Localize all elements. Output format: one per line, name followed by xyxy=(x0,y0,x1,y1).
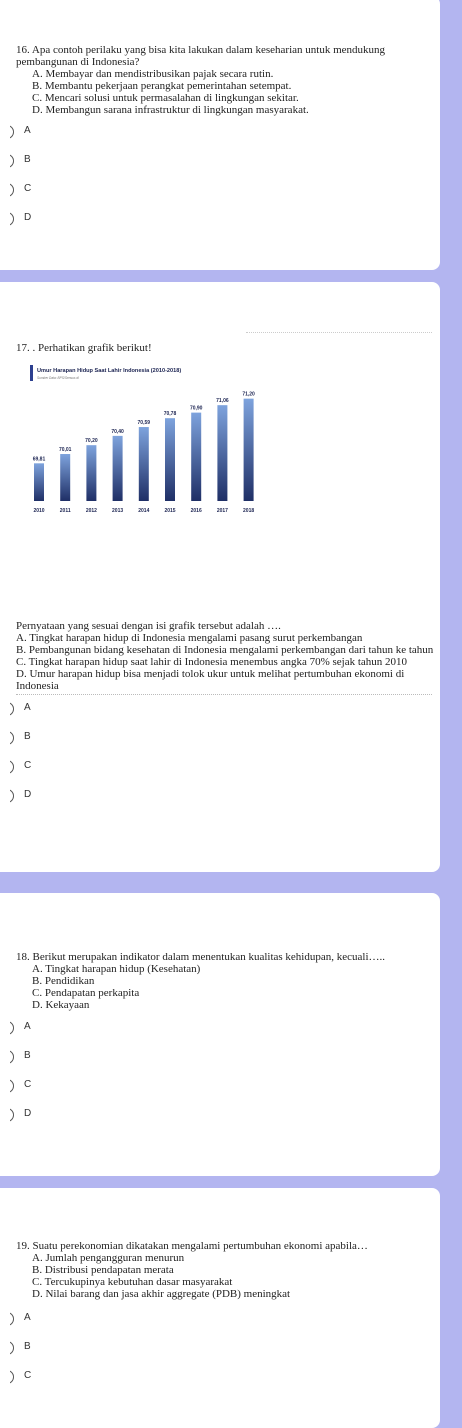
answer-choice-b[interactable] xyxy=(16,1047,440,1076)
x-tick-label: 2017 xyxy=(216,508,228,514)
question-card-18 xyxy=(0,893,440,1176)
title-accent-bar xyxy=(30,365,33,381)
answer-choice-a[interactable] xyxy=(16,699,440,728)
option-d: D. Nilai barang dan jasa akhir aggregate (PDB) meningkat xyxy=(32,1288,291,1300)
bar xyxy=(86,445,96,501)
x-tick-label: 2011 xyxy=(59,508,71,514)
option-a: A. Tingkat harapan hidup di Indonesia mengalami pasang surut perkembangan xyxy=(16,632,363,644)
radio-icon[interactable] xyxy=(0,154,14,168)
x-tick-label: 2012 xyxy=(85,508,97,514)
radio-icon[interactable] xyxy=(0,1021,14,1035)
chart-title: Umur Harapan Hidup Saat Lahir Indonesia (2010-2018) xyxy=(37,368,182,374)
answer-label: C xyxy=(24,1370,32,1381)
value-label: 70,40 xyxy=(111,428,124,435)
answer-label: B xyxy=(24,731,31,742)
option-d: D. Membangun sarana infrastruktur di lingkungan masyarakat. xyxy=(32,104,309,116)
value-label: 71,06 xyxy=(216,398,229,405)
x-tick-label: 2018 xyxy=(243,508,255,514)
bar-chart xyxy=(16,362,276,522)
option-c: C. Tercukupinya kebutuhan dasar masyarakat xyxy=(32,1276,233,1288)
radio-icon[interactable] xyxy=(0,731,14,745)
bar xyxy=(191,413,201,501)
answer-choice-a[interactable] xyxy=(16,1309,440,1338)
answer-choice-a[interactable] xyxy=(16,1018,440,1047)
answer-label: C xyxy=(24,1079,32,1090)
x-tick-label: 2015 xyxy=(164,508,176,514)
answer-choice-b[interactable] xyxy=(16,1338,440,1367)
answer-choice-d[interactable] xyxy=(16,1105,440,1134)
question-statement: Pernyataan yang sesuai dengan isi grafik tersebut adalah …. xyxy=(16,620,281,632)
answer-choice-c[interactable] xyxy=(16,1367,440,1396)
question-card-16 xyxy=(0,0,440,270)
bar xyxy=(244,399,254,501)
radio-icon[interactable] xyxy=(0,1312,14,1326)
value-label: 70,01 xyxy=(58,447,72,454)
answer-choice-d[interactable] xyxy=(16,786,440,815)
answer-label: A xyxy=(24,125,31,136)
answer-label: B xyxy=(24,154,31,165)
answer-choice-b[interactable] xyxy=(16,151,440,180)
option-list xyxy=(32,963,440,1011)
answer-label: C xyxy=(24,760,32,771)
question-text: 16. Apa contoh perilaku yang bisa kita lakukan dalam keseharian untuk mendukung pembangunan di Indonesia? xyxy=(16,44,386,68)
x-tick-label: 2010 xyxy=(33,508,45,514)
bar xyxy=(113,436,123,501)
option-d: D. Umur harapan hidup bisa menjadi tolok ukur untuk melihat pertumbuhan ekonomi di Indonesia xyxy=(16,668,405,692)
bar xyxy=(139,427,149,501)
answer-choice-c[interactable] xyxy=(16,757,440,786)
answer-label: D xyxy=(24,1108,32,1119)
bar xyxy=(217,405,227,501)
option-a: A. Membayar dan mendistribusikan pajak secara rutin. xyxy=(32,68,274,80)
answer-choice-c[interactable] xyxy=(16,1076,440,1105)
answer-choice-d[interactable] xyxy=(16,209,440,238)
value-label: 71,20 xyxy=(242,391,255,398)
answer-label: A xyxy=(24,1312,31,1323)
option-c: C. Mencari solusi untuk permasalahan di lingkungan sekitar. xyxy=(32,92,299,104)
answer-label: B xyxy=(24,1050,31,1061)
divider xyxy=(246,332,432,333)
question-card-19 xyxy=(0,1188,440,1428)
chart-subtitle: Sumber Data: BPS/Sensus di xyxy=(37,376,79,380)
radio-icon[interactable] xyxy=(0,1370,14,1384)
radio-icon[interactable] xyxy=(0,1050,14,1064)
bar xyxy=(34,463,44,501)
option-b: B. Distribusi pendapatan merata xyxy=(32,1264,174,1276)
answer-label: B xyxy=(24,1341,31,1352)
x-tick-label: 2016 xyxy=(190,508,202,514)
radio-icon[interactable] xyxy=(0,789,14,803)
option-list xyxy=(16,632,440,692)
value-label: 70,59 xyxy=(137,420,151,427)
divider xyxy=(16,694,432,695)
radio-icon[interactable] xyxy=(0,125,14,139)
x-tick-label: 2014 xyxy=(138,508,150,514)
answer-label: A xyxy=(24,702,31,713)
answer-choice-a[interactable] xyxy=(16,122,440,151)
answer-label: C xyxy=(24,183,32,194)
answer-choice-b[interactable] xyxy=(16,728,440,757)
x-tick-label: 2013 xyxy=(112,508,124,514)
answer-choice-c[interactable] xyxy=(16,180,440,209)
value-label: 70,78 xyxy=(163,411,177,418)
question-text: 19. Suatu perekonomian dikatakan mengalami pertumbuhan ekonomi apabila… xyxy=(16,1240,368,1252)
radio-icon[interactable] xyxy=(0,212,14,226)
option-a: A. Tingkat harapan hidup (Kesehatan) xyxy=(32,963,201,975)
question-card-17 xyxy=(0,282,440,872)
radio-icon[interactable] xyxy=(0,760,14,774)
answer-label: D xyxy=(24,789,32,800)
option-c: C. Pendapatan perkapita xyxy=(32,987,140,999)
answer-label: A xyxy=(24,1021,31,1032)
value-label: 70,90 xyxy=(189,405,203,412)
radio-icon[interactable] xyxy=(0,183,14,197)
option-a: A. Jumlah pengangguran menurun xyxy=(32,1252,185,1264)
option-c: C. Tingkat harapan hidup saat lahir di Indonesia menembus angka 70% sejak tahun 2010 xyxy=(16,656,408,668)
question-text: 17. . Perhatikan grafik berikut! xyxy=(16,342,152,354)
option-b: B. Pembangunan bidang kesehatan di Indonesia mengalami perkembangan dari tahun ke tahun xyxy=(16,644,434,656)
option-b: B. Membantu pekerjaan perangkat pemerintahan setempat. xyxy=(32,80,292,92)
bar xyxy=(60,454,70,501)
life-expectancy-chart xyxy=(16,362,276,522)
radio-icon[interactable] xyxy=(0,1341,14,1355)
answer-label: D xyxy=(24,212,32,223)
radio-icon[interactable] xyxy=(0,1079,14,1093)
question-text: 18. Berikut merupakan indikator dalam menentukan kualitas kehidupan, kecuali….. xyxy=(16,951,386,963)
option-d: D. Kekayaan xyxy=(32,999,90,1011)
radio-icon[interactable] xyxy=(0,1108,14,1122)
option-list xyxy=(32,1252,440,1300)
bar xyxy=(165,418,175,501)
option-list xyxy=(32,68,440,116)
value-label: 70,20 xyxy=(85,438,98,445)
value-label: 69,81 xyxy=(32,456,46,463)
radio-icon[interactable] xyxy=(0,702,14,716)
option-b: B. Pendidikan xyxy=(32,975,95,987)
